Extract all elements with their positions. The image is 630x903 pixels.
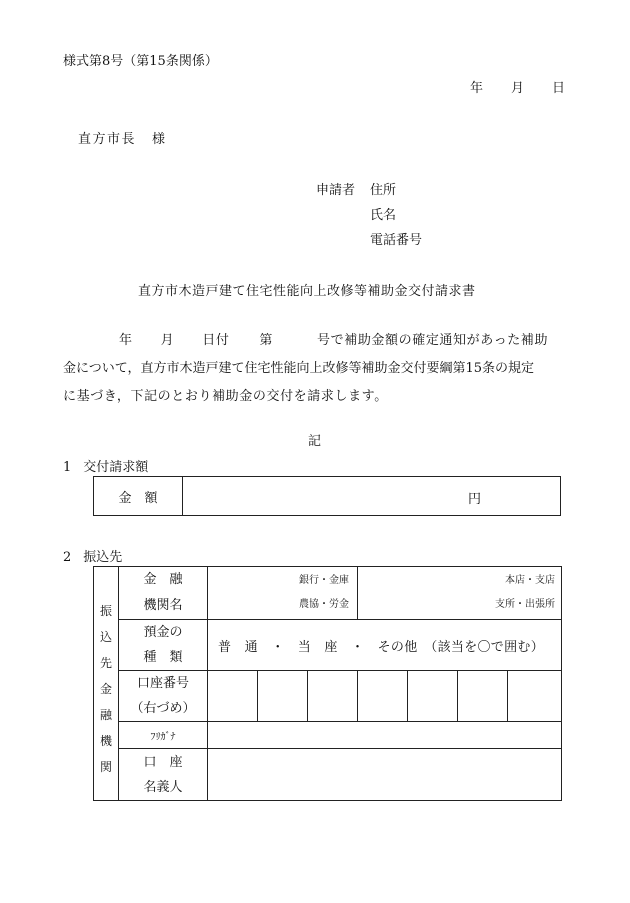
name-label: 氏名 [370, 208, 397, 223]
account-digit-box[interactable] [358, 671, 408, 722]
bank-label-line1: 金 融 [143, 572, 183, 587]
account-digit-box[interactable] [308, 671, 358, 722]
section2-title: 振込先 [83, 550, 123, 565]
side-char: 金 [99, 681, 112, 696]
account-digit-box[interactable] [408, 671, 458, 722]
account-holder-label [119, 749, 208, 801]
request-paragraph [63, 327, 581, 411]
section1-title: 交付請求額 [83, 460, 149, 475]
holder-label-line1: 口 座 [143, 754, 183, 770]
side-char: 機 [99, 733, 112, 748]
date-line [470, 77, 565, 96]
account-digit-box[interactable] [458, 671, 508, 722]
bank-type-2: 農協・労金 [299, 599, 350, 610]
section2-heading [63, 546, 122, 565]
bank-type-field[interactable] [208, 567, 358, 620]
section1-heading [63, 456, 148, 475]
section1-number: 1 [63, 460, 72, 475]
form-number: 様式第8号（第15条関係） [63, 54, 218, 69]
document-title: 直方市木造戸建て住宅性能向上改修等補助金交付請求書 [138, 284, 476, 299]
amount-label: 金 額 [94, 477, 183, 516]
deposit-label-line2: 種 類 [143, 650, 183, 665]
para-year: 年 [119, 333, 133, 348]
addressee-line [78, 128, 165, 147]
amount-field[interactable] [183, 477, 561, 516]
account-digit-box[interactable] [208, 671, 258, 722]
para-no: 第 [259, 333, 274, 348]
addressee-honorific: 様 [152, 132, 166, 147]
bank-type-1: 銀行・金庫 [299, 575, 350, 586]
deposit-options[interactable]: 普 通 ・ 当 座 ・ その他 （該当を〇で囲む） [208, 620, 562, 671]
account-digit-box[interactable] [258, 671, 308, 722]
date-year: 年 [470, 81, 484, 96]
amount-table [93, 476, 561, 516]
para-month: 月 [160, 333, 175, 348]
holder-label-line2: 名義人 [143, 779, 183, 795]
applicant-label: 申請者 [316, 183, 356, 198]
side-char: 関 [99, 759, 112, 774]
side-char: 振 [99, 603, 112, 618]
side-char: 込 [99, 629, 112, 644]
address-label: 住所 [370, 183, 397, 198]
date-day: 日 [552, 81, 566, 96]
furigana-field[interactable] [208, 722, 562, 749]
account-holder-field[interactable] [208, 749, 562, 801]
bank-label-line2: 機関名 [143, 598, 183, 613]
furigana-label: ﾌﾘｶﾞﾅ [119, 722, 208, 749]
para-day: 日付 [202, 333, 230, 348]
addressee: 直方市長 [78, 132, 137, 147]
amount-unit: 円 [468, 492, 482, 507]
account-label-line2: （右づめ） [130, 701, 196, 716]
side-char: 融 [99, 707, 112, 722]
para-line3: に基づき，下記のとおり補助金の交付を請求します。 [63, 389, 388, 404]
para-line2: 金について，直方市木造戸建て住宅性能向上改修等補助金交付要綱第15条の規定 [63, 361, 535, 376]
bank-side-label [94, 567, 119, 801]
account-digit-box[interactable] [508, 671, 562, 722]
deposit-label-line1: 預金の [143, 625, 183, 640]
account-label-line1: 口座番号 [136, 676, 189, 691]
bank-table [93, 566, 562, 801]
phone-label: 電話番号 [370, 233, 423, 248]
ki-heading: 記 [308, 434, 322, 449]
date-month: 月 [511, 81, 525, 96]
branch-type-field[interactable] [358, 567, 562, 620]
bank-name-label [119, 567, 208, 620]
side-char: 先 [99, 655, 112, 670]
branch-type-1: 本店・支店 [505, 575, 556, 586]
branch-type-2: 支所・出張所 [495, 599, 556, 610]
account-number-label [119, 671, 208, 722]
deposit-type-label [119, 620, 208, 671]
section2-number: 2 [63, 550, 72, 565]
para-line1-rest: 号で補助金額の確定通知があった補助 [317, 333, 549, 348]
